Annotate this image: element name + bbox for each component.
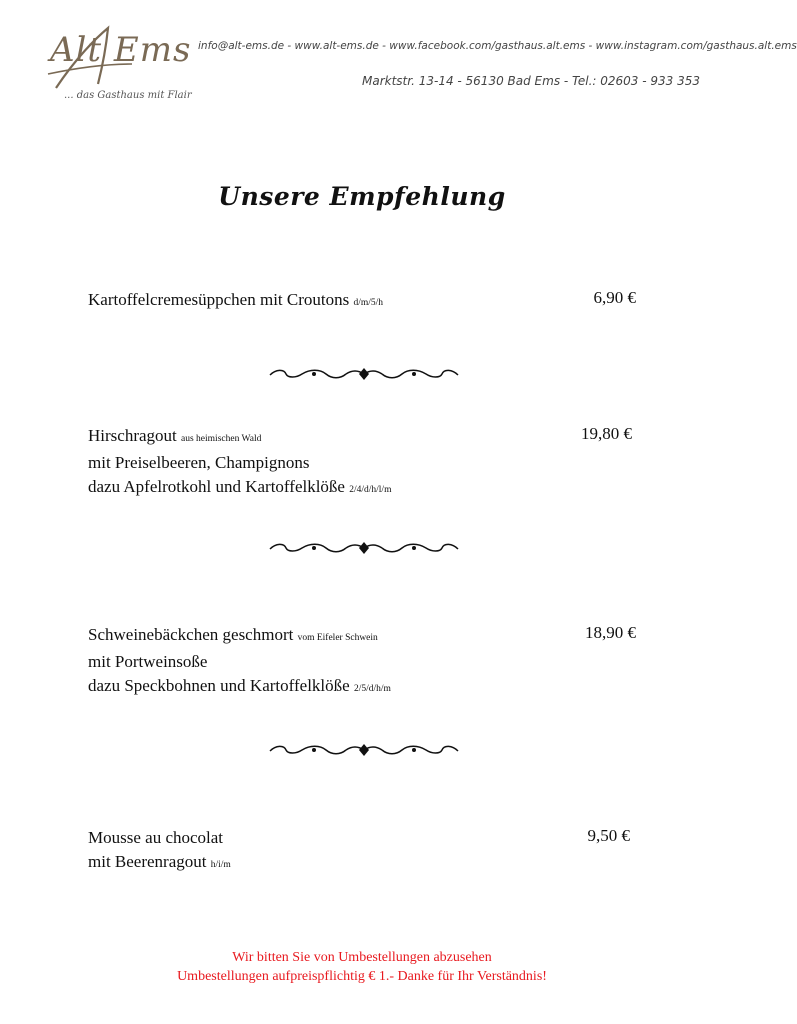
dish-name: Schweinebäckchen geschmort <box>88 625 294 644</box>
logo-tagline: ... das Gasthaus mit Flair <box>64 90 192 101</box>
contact-line: info@alt-ems.de - www.alt-ems.de - www.facebook.com/gasthaus.alt.ems - www.instagram.com/gasthaus.alt.ems <box>198 40 797 52</box>
dish-price: 18,90 € <box>585 623 636 642</box>
logo-wordmark: Alt Ems <box>50 30 192 70</box>
dish-line <box>88 475 648 502</box>
dish-name: Hirschragout <box>88 426 177 445</box>
dish-item <box>88 826 648 877</box>
allergen-codes: 2/4/d/h/l/m <box>349 485 392 495</box>
dish-side: mit Beerenragout <box>88 852 207 871</box>
dish-line <box>88 288 648 315</box>
dish-line <box>88 424 648 451</box>
ornament-divider <box>266 540 462 556</box>
page-title: Unsere Empfehlung <box>218 182 506 211</box>
allergen-codes: h/i/m <box>210 860 231 870</box>
dish-line <box>88 850 648 877</box>
dish-origin-note: aus heimischen Wald <box>181 434 262 444</box>
dish-item <box>88 288 648 315</box>
dish-line <box>88 623 648 650</box>
address-line: Marktstr. 13-14 - 56130 Bad Ems - Tel.: 02603 - 933 353 <box>362 74 701 88</box>
allergen-codes: d/m/5/h <box>353 298 384 308</box>
logo <box>36 18 196 118</box>
dish-item <box>88 623 648 701</box>
dish-name: Kartoffelcremesüppchen mit Croutons <box>88 290 350 309</box>
dish-line: Mousse au chocolat <box>88 828 224 847</box>
dish-side: dazu Apfelrotkohl und Kartoffelklöße <box>88 477 345 496</box>
dish-item <box>88 424 648 502</box>
dish-price: 9,50 € <box>587 826 630 845</box>
dish-side: dazu Speckbohnen und Kartoffelklöße <box>88 676 350 695</box>
dish-price: 19,80 € <box>581 424 632 443</box>
dish-price: 6,90 € <box>593 288 636 307</box>
dish-line: mit Portweinsoße <box>88 652 208 671</box>
allergen-codes: 2/5/d/h/m <box>353 684 391 694</box>
ornament-divider <box>266 742 462 758</box>
ornament-divider <box>266 366 462 382</box>
dish-line: mit Preiselbeeren, Champignons <box>88 453 310 472</box>
footer-note <box>0 948 724 986</box>
dish-origin-note: vom Eifeler Schwein <box>297 633 378 643</box>
footer-note-line: Umbestellungen aufpreispflichtig € 1.- Danke für Ihr Verständnis! <box>177 969 547 984</box>
dish-line <box>88 674 648 701</box>
footer-note-line: Wir bitten Sie von Umbestellungen abzusehen <box>232 950 492 965</box>
